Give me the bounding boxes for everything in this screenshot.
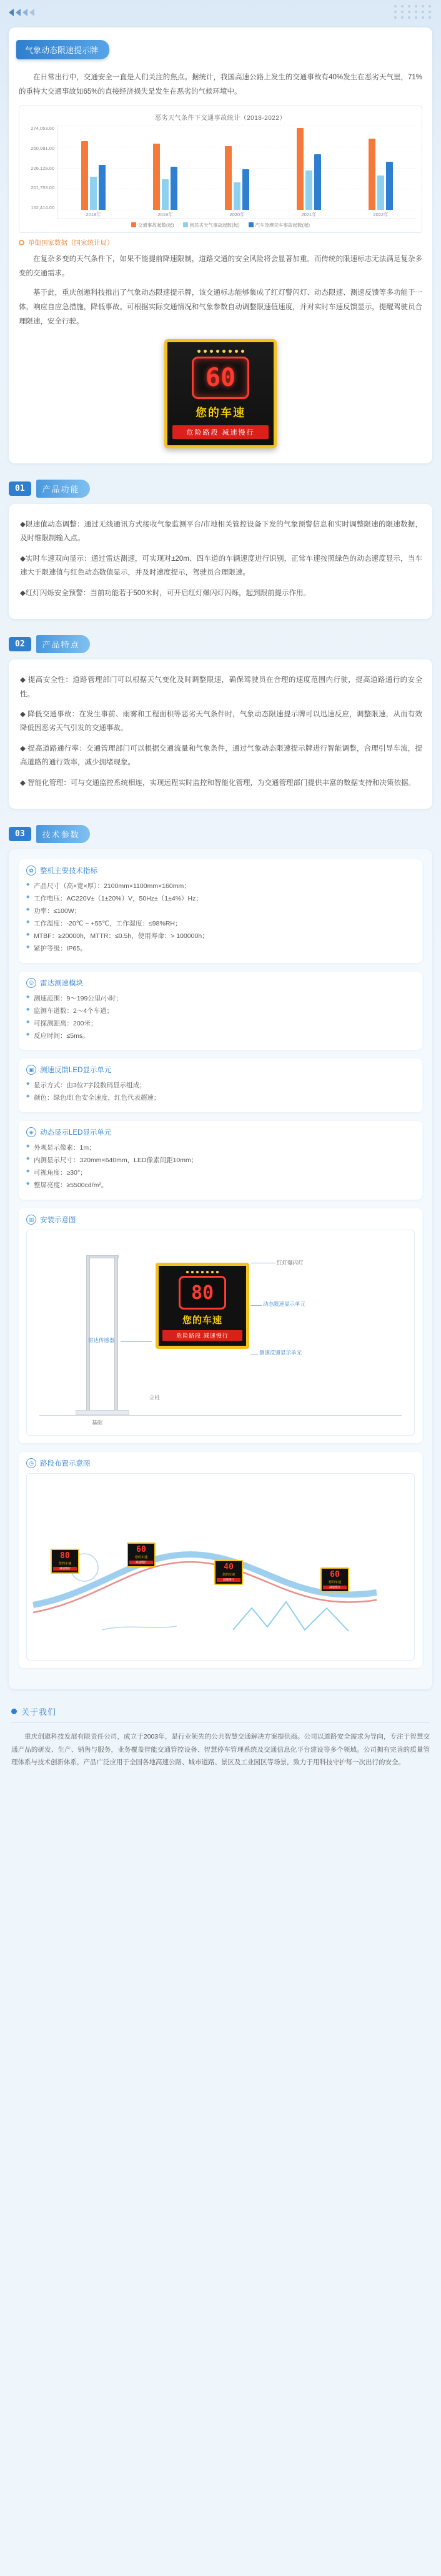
dot-grid-decoration [394,5,432,19]
hero-warning-label: 危险路段 减速慢行 [172,425,269,439]
spec-item: ◆ 整屏亮度：≥5500cd/m²。 [26,1180,415,1192]
footer-header [11,1705,430,1717]
y-tick: 152,414.00 [31,205,54,210]
layout-sign [320,1567,349,1592]
intro-paragraph-3: 基于此，重庆创遨科技推出了气象动态限速提示牌，该交通标志能够集成了红灯警闪灯、动态限速、测速反馈等多功能于一体，响应自应急措施，降低事故。可根据实际交通情况和气象参数自动调整限速值速度，并对实时车速反馈显示，提醒驾驶员合理限速，安全行驶。 [19,289,422,325]
warning-label: 减速慢行 [217,1578,240,1582]
bar [171,167,177,210]
bullet-dot-icon [11,1709,17,1714]
statistics-chart [19,106,422,233]
bullet-circle-icon [19,240,24,245]
speed-value: 60 [205,363,236,392]
specs-card [9,849,432,1689]
callout-dynamic-unit: 动态限速显示单元 [263,1301,306,1308]
leader-line [250,1305,262,1306]
spec-item: ◆ MTBF：≥20000h，MTTR：≤0.5h，使用寿命：> 100000h； [26,930,415,943]
road-layout-block [19,1452,422,1668]
layout-sign [127,1542,156,1567]
warning-label: 危险路段 减速慢行 [162,1330,242,1341]
page-title: 气象动态限速提示牌 [16,40,109,59]
spec-group-dynamic-led [19,1121,422,1200]
chart-title: 恶劣天气条件下交通事故统计（2018-2022） [155,115,286,122]
pole-base [76,1410,129,1415]
bar [234,182,240,210]
bar [386,162,393,210]
your-speed-label: 您的车速 [134,1556,147,1560]
speed-value: 80 [191,1281,214,1304]
bar [81,141,88,210]
speed-value: 80 [60,1551,70,1561]
speed-display [192,357,249,399]
bar [314,154,321,210]
bar [369,139,375,210]
warning-lamps-icon [172,350,269,353]
spec-item: ◆ 可探测距离：200米； [26,1018,415,1030]
your-speed-label: 您的车速 [222,1573,235,1577]
warning-lamps-icon [162,1271,242,1273]
leader-line [121,1341,152,1342]
spec-group-title: 整机主要技术指标 [40,867,97,876]
spec-item: ◆ 紧护等级：IP65。 [26,943,415,955]
list-item: ◆实时车速双向显示：通过雷达测速，可实现对±20m、四车道的车辆速度进行识别，正常车速按照绿色的动态速度显示，当车速大于限速值与红色动态数值显示，并及时速度提示，驾驶员合理限速。 [20,555,422,577]
list-item: ◆ 智能化管理：可与交通监控系统相连，实现远程实时监控和智能化管理，为交通管理部门提供丰富的数据支持和决策依据。 [20,779,416,787]
bar-group [81,126,106,210]
gear-icon: ✿ [26,866,36,876]
sign-icon: ◈ [26,1127,36,1137]
chart-bars [57,126,417,210]
chart-source-note [19,238,422,247]
warning-label: 减速慢行 [129,1561,153,1564]
speed-display [179,1276,226,1310]
intro-paragraph-2: 在复杂多变的天气条件下，如果不能提前降速限制，道路交通的安全风险将会显著加重。而传统的限速标志无法满足复杂多变的交通需求。 [19,255,422,277]
bar [90,177,97,210]
bar [162,179,169,210]
spec-item: ◆ 内测显示尺寸：320mm×640mm，LED像素间距10mm； [26,1155,415,1167]
chevron-left-icon [9,9,34,16]
list-item: ◆红灯闪烁安全预警：当前功能若于500米时，可开启红灯爆闪灯闪烁，起到跟前提示作用。 [20,589,311,597]
features-list [19,673,422,790]
road-layout-title: 路段布置示意图 [40,1460,91,1468]
list-item: ◆ 提高道路通行率：交通管理部门可以根据交通流量和气象条件，通过气象动态限速提示牌进行智能调整，合理引导车流，提高道路的通行效率，减少拥堵现象。 [20,744,422,767]
x-tick: 2019年 [157,211,173,217]
spec-item: ◆ 颜色：绿色/红色安全速度，红色代表超速； [26,1092,415,1105]
section-header-features [9,635,432,653]
spec-item: ◆ 工作温度：-20℃ ~ +55℃，工作湿度：≤98%RH； [26,918,415,930]
footer-divider [11,1722,430,1723]
map-icon: ◷ [26,1458,36,1468]
bar [99,165,106,210]
spec-item: ◆ 测速范围：9～199公里/小时； [26,993,415,1005]
section-number: 03 [9,827,31,841]
legend-entry: 因恶劣天气事故起数(起) [183,222,240,229]
bar [305,170,312,210]
chart-plot-area [57,126,417,219]
intro-card [9,27,432,463]
spec-group-title: 雷达测速模块 [40,979,83,987]
hero-device-image [164,339,277,448]
diagram-icon: ▥ [26,1215,36,1225]
spec-item: ◆ 产品尺寸（高×宽×厚）：2100mm×1100mm×160mm； [26,881,415,893]
spec-item: ◆ 可视角度：≥30°； [26,1167,415,1180]
speed-value: 40 [224,1562,234,1572]
spec-group-radar [19,972,422,1050]
bar [242,169,249,210]
warning-label: 减速慢行 [323,1586,347,1589]
x-tick: 2022年 [373,211,389,217]
bar-group [225,126,249,210]
speed-value: 60 [136,1545,146,1555]
install-diagram-title: 安装示意图 [40,1216,76,1225]
leader-line [250,1354,258,1355]
callout-pole: 立柱 [149,1394,161,1401]
speed-value: 60 [330,1570,340,1580]
spec-item: ◆ 功率：≤100W； [26,906,415,918]
spec-item: ◆ 外观显示像素：1m； [26,1142,415,1155]
bar [153,144,160,210]
footer-title: 关于我们 [21,1707,57,1717]
spec-group-overall [19,859,422,963]
spec-item: ◆ 工作电压：AC220V±（1±20%）V，50Hz±（1±4%）Hz； [26,893,415,906]
bar [377,175,384,210]
chart-legend [24,222,417,229]
legend-entry: 交通事故起数(起) [131,222,174,229]
chart-y-axis [24,126,57,219]
spec-item: ◆ 监测车道数：2～4个车道； [26,1005,415,1018]
your-speed-label: 您的车速 [182,1315,222,1326]
section-header-specs [9,825,432,843]
y-tick: 274,053.00 [31,126,54,131]
road-layout-diagram [26,1473,415,1661]
intro-paragraph-1: 在日常出行中，交通安全一直是人们关注的焦点。据统计，我国高速公路上发生的交通事故有40%发生在恶劣天气里，71%的重特大交通事故如65%的直接经济损失是发生在恶劣的气候环境中。 [19,74,422,96]
section-number: 01 [9,481,31,496]
callout-radar-sensor: 雷达传感器 [88,1337,115,1344]
install-sign-device [156,1263,249,1349]
y-tick: 250,091.00 [31,145,54,151]
callout-feedback-unit: 测速反馈显示单元 [259,1350,302,1356]
install-diagram [26,1230,415,1436]
bar-group [369,126,393,210]
chart-source-text: 单街国家数据（国家统计局） [28,239,114,247]
chart-x-axis [57,210,417,219]
layout-sign [51,1549,79,1574]
legend-entry: 汽车及摩托车事故起数(起) [249,222,310,229]
spec-group-title: 测速反馈LED显示单元 [40,1067,112,1075]
hero-your-speed-label: 您的车速 [196,407,245,419]
x-tick: 2021年 [301,211,317,217]
bar-group [153,126,177,210]
section-header-functions [9,480,432,498]
section-title: 产品功能 [36,480,90,498]
functions-list [19,518,422,600]
warning-label: 减速慢行 [53,1567,77,1571]
spec-item: ◆ 显示方式：由3位7字段数码显示组成； [26,1080,415,1092]
spec-group-feedback-led [19,1059,422,1112]
list-item: ◆限速值动态调整：通过无线通讯方式接收气象监测平台/市地相关管控设备下发的气象预警信息和实时调整限速的限速数据，及时维限制输入点。 [20,521,422,543]
features-card [9,659,432,809]
radar-icon: ◎ [26,978,36,988]
x-tick: 2020年 [229,211,245,217]
spec-item: ◆ 反应时间：≤5ms。 [26,1030,415,1043]
bar [297,128,304,210]
spec-group-title: 动态显示LED显示单元 [40,1129,112,1137]
pole-right [114,1255,118,1411]
callout-flash-light: 红灯爆闪灯 [277,1260,304,1266]
x-tick: 2018年 [86,211,101,217]
list-item: ◆ 提高安全性：道路管理部门可以根据天气变化及时调整限速，确保驾驶员在合理的速度范围内行驶，提高道路通行的安全性。 [20,676,422,698]
your-speed-label: 您的车速 [328,1581,341,1585]
section-number: 02 [9,637,31,651]
section-title: 技术参数 [36,825,90,843]
ground-line [39,1415,402,1416]
y-tick: 201,753.00 [31,185,54,191]
callout-base: 基础 [92,1419,103,1426]
bar [225,146,232,210]
y-tick: 226,129.00 [31,165,54,171]
layout-sign [214,1560,243,1585]
install-diagram-block [19,1208,422,1443]
led-icon: ▣ [26,1065,36,1075]
your-speed-label: 您的车速 [58,1562,71,1566]
list-item: ◆ 降低交通事故：在发生事前、雨雾和工程面积等恶劣天气条件时，气象动态限速提示牌可以迅速反应，调整限速，从而有效降低因恶劣天气引发的交通事故。 [20,710,422,733]
footer-text: 重庆创遨科技发展有限责任公司，成立于2003年，是行业领先的公共智慧交通解决方案提供商。公司以道路安全需求为导向，专注于智慧交通产品的研发、生产、销售与服务，业务覆盖智能交通管控设备、智慧停车管理系统及交通信息化平台建设等多个领域。公司拥有完善的质量管理体系与技术创新体系，产品广泛应用于全国各地高速公路、城市道路、景区及工业园区等场景，致力于用科技守护每一次出行的安全。 [11,1733,430,1766]
top-decoration [0,0,441,27]
pole-left [86,1255,90,1411]
functions-card [9,504,432,619]
section-title: 产品特点 [36,635,90,653]
bar-group [297,126,321,210]
